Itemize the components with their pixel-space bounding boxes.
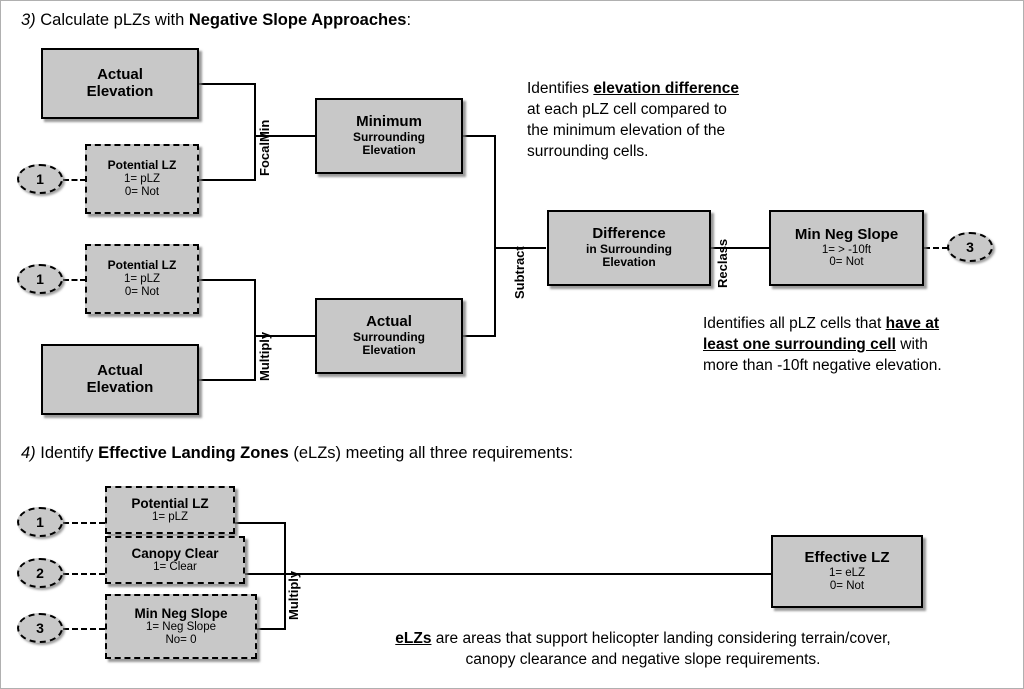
box-line2: 1= pLZ <box>123 272 161 285</box>
node-input-1-bottom <box>17 264 63 294</box>
note-text: more than -10ft negative elevation. <box>703 356 942 374</box>
node-input-1-top <box>17 164 63 194</box>
note-text: with <box>895 335 928 353</box>
box-min-neg-slope-step3 <box>769 210 924 286</box>
box-line3: No= 0 <box>165 634 197 647</box>
box-line2: Surrounding <box>353 129 425 144</box>
step4-number: 4) <box>21 444 36 462</box>
connector <box>257 628 285 630</box>
box-actual-surrounding-elevation <box>315 298 463 374</box>
operator-multiply: Multiply <box>257 331 272 381</box>
box-line3: Elevation <box>602 255 656 270</box>
box-line2: Surrounding <box>353 329 425 344</box>
step4-text-before: Identify <box>40 444 99 462</box>
box-line2: 1= Neg Slope <box>145 621 216 634</box>
connector <box>199 179 255 181</box>
node-input-2-step4 <box>17 558 63 588</box>
box-line1: Minimum <box>356 113 422 131</box>
operator-subtract: Subtract <box>512 246 527 299</box>
node-output-3 <box>947 232 993 262</box>
node-input-3-step4 <box>17 613 63 643</box>
node-label: 1 <box>36 271 44 287</box>
connector-dashed <box>63 573 105 575</box>
step3-number: 3) <box>21 11 36 29</box>
operator-multiply-step4: Multiply <box>286 570 301 620</box>
note-elz-definition <box>288 629 998 671</box>
box-line1: Potential LZ <box>107 158 177 173</box>
box-line1: Actual <box>366 313 412 331</box>
node-label: 3 <box>966 239 974 255</box>
note-text: canopy clearance and negative slope requirements. <box>465 650 821 668</box>
note-underline: eLZs <box>395 630 432 647</box>
step4-bold: Effective Landing Zones <box>98 444 289 462</box>
box-line1: Min Neg Slope <box>794 225 899 243</box>
connector <box>199 379 255 381</box>
note-text: Identifies all pLZ cells that <box>703 315 886 332</box>
connector-dashed <box>63 179 86 181</box>
box-line2: 1= pLZ <box>123 172 161 185</box>
connector <box>494 135 496 337</box>
step3-heading <box>21 11 411 30</box>
box-line1: Min Neg Slope <box>134 606 228 622</box>
box-potential-lz-step4 <box>105 486 235 534</box>
connector <box>235 522 285 524</box>
node-input-1-step4 <box>17 507 63 537</box>
connector-dashed <box>63 279 86 281</box>
note-underline: least one surrounding cell <box>703 335 896 353</box>
box-potential-lz-bottom <box>85 244 199 314</box>
connector <box>463 335 495 337</box>
step3-bold: Negative Slope Approaches <box>188 11 407 29</box>
operator-reclass: Reclass <box>715 238 730 288</box>
note-text: are areas that support helicopter landing considering terrain/cover, <box>431 630 891 647</box>
note-text: at each pLZ cell compared to <box>527 100 727 118</box>
box-line3: Elevation <box>362 143 416 158</box>
connector <box>245 573 285 575</box>
note-underline: elevation difference <box>593 80 739 97</box>
step4-heading <box>21 444 573 463</box>
box-line3: 0= Not <box>124 285 160 298</box>
box-line3: Elevation <box>362 343 416 358</box>
node-label: 3 <box>36 620 44 636</box>
box-minimum-surrounding-elevation <box>315 98 463 174</box>
box-line2: Elevation <box>86 378 154 396</box>
note-text: surrounding cells. <box>527 142 649 160</box>
box-line3: 0= Not <box>124 185 160 198</box>
note-elevation-difference <box>527 79 827 163</box>
box-actual-elevation-top <box>41 48 199 119</box>
note-underline: have at <box>885 315 940 332</box>
box-line2: 1= pLZ <box>151 511 189 524</box>
box-line1: Potential LZ <box>107 258 177 273</box>
box-actual-elevation-bottom <box>41 344 199 415</box>
box-line1: Potential LZ <box>131 496 209 511</box>
box-line3: 0= Not <box>829 579 865 592</box>
node-label: 1 <box>36 171 44 187</box>
step3-text-before: Calculate pLZs with <box>40 11 189 29</box>
box-min-neg-slope-step4 <box>105 594 257 659</box>
connector <box>254 279 256 381</box>
node-label: 1 <box>36 514 44 530</box>
connector <box>463 135 495 137</box>
box-canopy-clear <box>105 536 245 584</box>
box-line1: Difference <box>592 225 666 243</box>
step3-text-after: : <box>406 11 412 29</box>
box-line2: Elevation <box>86 82 154 100</box>
connector <box>284 573 771 575</box>
box-line1: Canopy Clear <box>131 546 219 561</box>
connector-dashed <box>63 522 105 524</box>
box-line1: Actual <box>97 65 143 83</box>
step4-text-after: (eLZs) meeting all three requirements: <box>288 444 574 462</box>
note-least-one-surrounding-cell <box>703 314 1013 377</box>
box-effective-lz <box>771 535 923 608</box>
box-difference-in-surrounding-elevation <box>547 210 711 286</box>
box-line2: in Surrounding <box>586 241 672 256</box>
box-potential-lz-top <box>85 144 199 214</box>
box-line3: 0= Not <box>829 256 864 269</box>
connector <box>199 83 255 85</box>
connector <box>199 279 255 281</box>
box-line2: 1= > -10ft <box>821 243 872 256</box>
note-text: Identifies <box>527 80 594 97</box>
box-line2: 1= Clear <box>153 561 197 574</box>
box-line1: Effective LZ <box>804 549 890 567</box>
connector-dashed <box>63 628 105 630</box>
node-label: 2 <box>36 565 44 581</box>
connector <box>254 83 256 181</box>
operator-focalmin: FocalMin <box>257 119 272 176</box>
box-line1: Actual <box>97 361 143 379</box>
note-text: the minimum elevation of the <box>527 121 726 139</box>
box-line2: 1= eLZ <box>828 567 866 580</box>
connector-dashed <box>924 247 948 249</box>
